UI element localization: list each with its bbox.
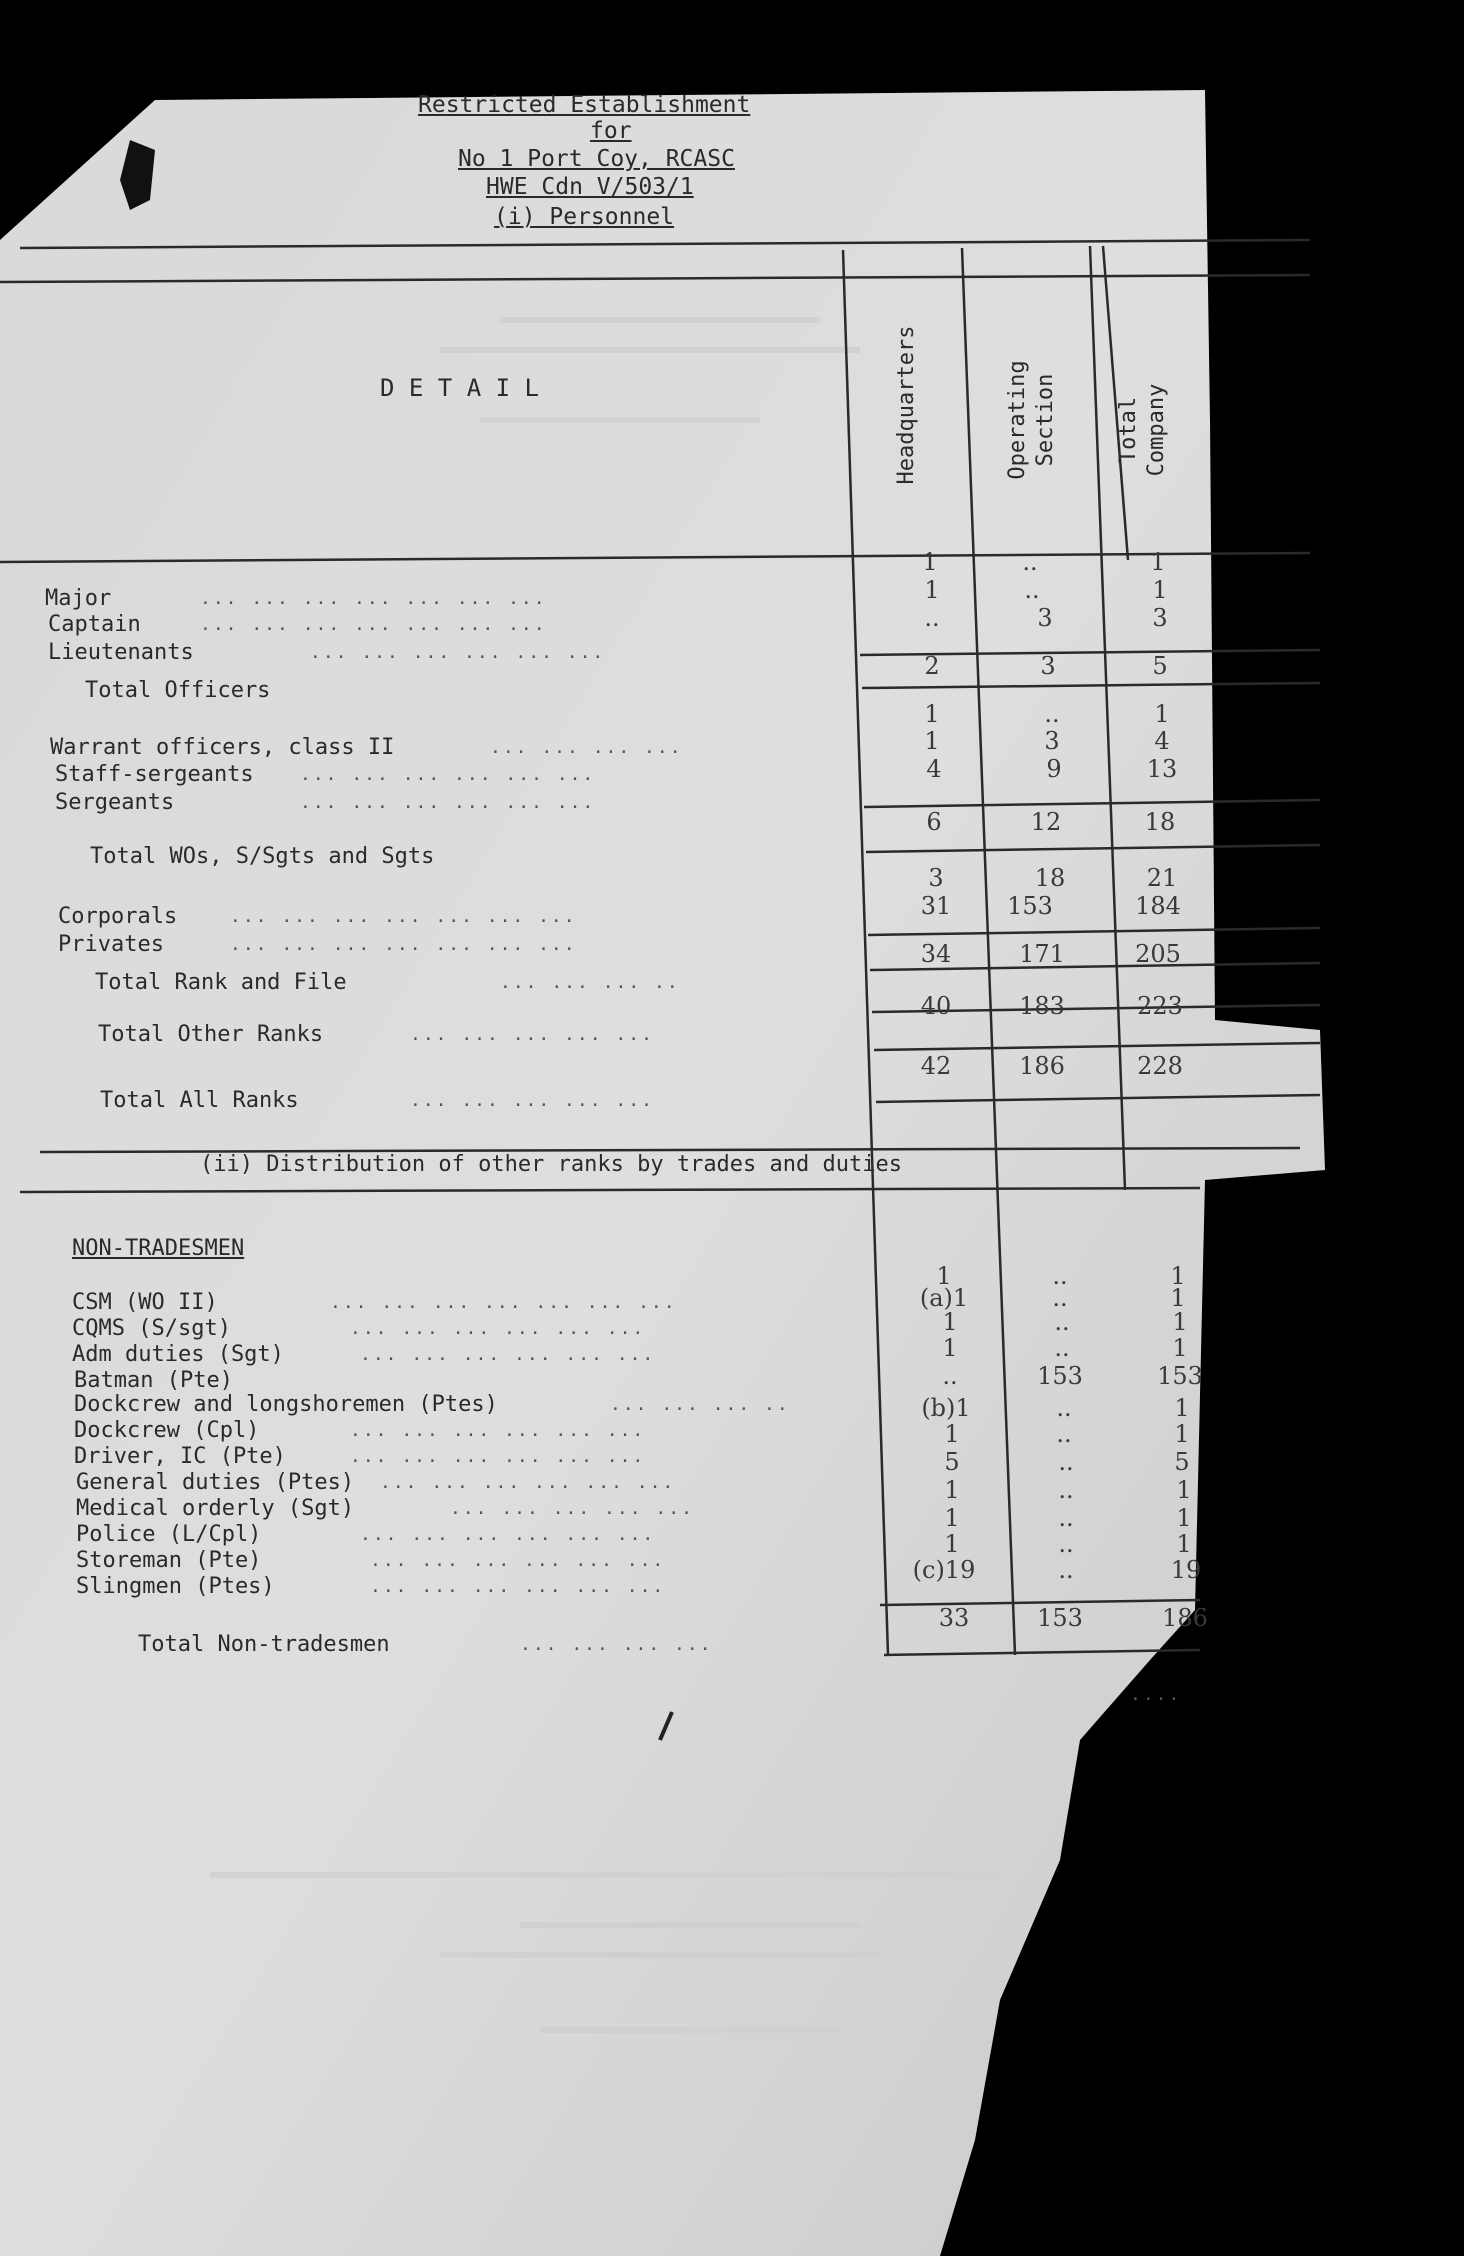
- part1-row-label: Total WOs, S/Sgts and Sgts: [90, 844, 435, 869]
- part2-row-label: Batman (Pte): [74, 1368, 233, 1393]
- column-total-company-header: Total Company: [1116, 383, 1169, 477]
- part2-row-label: Driver, IC (Pte): [74, 1444, 286, 1469]
- part2-hq-value: 1: [942, 1334, 958, 1362]
- leader-dots: ... ... ... ... ...: [450, 1498, 694, 1519]
- part1-row-label: Major: [45, 586, 112, 611]
- part1-row-label: Sergeants: [55, 790, 175, 815]
- part1-ops-value: 3: [1044, 727, 1060, 755]
- part1-ops-value: 18: [1034, 864, 1066, 892]
- part2-hq-value: 1: [936, 1262, 952, 1290]
- part1-total-value: 205: [1135, 940, 1181, 968]
- part1-hq-value: 3: [928, 864, 944, 892]
- part1-ops-value: ..: [1022, 548, 1038, 576]
- part1-hq-value: 1: [924, 700, 940, 728]
- leader-dots: ... ... ... ... ... ... ...: [230, 934, 577, 955]
- leader-dots: ... ... ... ... ... ...: [300, 764, 596, 785]
- doc-title: Restricted Establishment: [418, 92, 751, 118]
- part2-row-label: Dockcrew and longshoremen (Ptes): [74, 1392, 498, 1417]
- part2-ops-value: ..: [1058, 1476, 1074, 1504]
- part2-total-value: 1: [1176, 1530, 1192, 1558]
- part2-ops-value: ..: [1052, 1284, 1068, 1312]
- part2-row-label: CSM (WO II): [72, 1290, 218, 1315]
- part1-ops-value: 9: [1046, 755, 1062, 783]
- part2-ops-value: ..: [1058, 1504, 1074, 1532]
- part1-hq-value: 31: [920, 892, 952, 920]
- part1-ops-value: 3: [1040, 652, 1056, 680]
- part2-ops-value: ..: [1054, 1308, 1070, 1336]
- part2-total-value: 1: [1176, 1476, 1192, 1504]
- part1-ops-value: 12: [1030, 808, 1062, 836]
- part2-hq-value: 1: [944, 1504, 960, 1532]
- part1-hq-value: 2: [924, 652, 940, 680]
- leader-dots: ... ... ... ... ... ...: [300, 792, 596, 813]
- leader-dots: ... ... ... ... ...: [410, 1090, 654, 1111]
- part2-title: (ii) Distribution of other ranks by trades and duties: [200, 1152, 902, 1177]
- part2-hq-value: (a)1: [919, 1284, 969, 1312]
- part1-ops-value: 186: [1019, 1052, 1065, 1080]
- part1-hq-value: 4: [926, 755, 942, 783]
- column-detail-header: D E T A I L: [380, 374, 539, 402]
- part2-total-value: 1: [1170, 1284, 1186, 1312]
- part1-ops-value: 3: [1037, 604, 1053, 632]
- part2-hq-value: 1: [944, 1476, 960, 1504]
- leader-dots: ... ... ... ..: [500, 972, 680, 993]
- part1-total-value: 223: [1137, 992, 1183, 1020]
- part2-row-label: General duties (Ptes): [76, 1470, 355, 1495]
- part1-hq-value: 1: [924, 576, 940, 604]
- part1-hq-value: 6: [926, 808, 942, 836]
- part2-total-value: 1: [1174, 1394, 1190, 1422]
- part1-row-label: Lieutenants: [48, 640, 194, 665]
- part1-total-value: 1: [1150, 548, 1166, 576]
- part1-ops-value: 183: [1019, 992, 1065, 1020]
- part2-row-label: CQMS (S/sgt): [72, 1316, 231, 1341]
- leader-dots: ... ... ... ...: [490, 737, 683, 758]
- part2-row-label: Adm duties (Sgt): [72, 1342, 284, 1367]
- part2-row-label: Medical orderly (Sgt): [76, 1496, 355, 1521]
- part2-ops-value: ..: [1052, 1262, 1068, 1290]
- leader-dots: ... ... ... ... ... ...: [350, 1318, 646, 1339]
- part2-row-label: Storeman (Pte): [76, 1548, 262, 1573]
- establishment-number: HWE Cdn V/503/1: [486, 174, 694, 200]
- part2-row-label: Dockcrew (Cpl): [74, 1418, 260, 1443]
- part1-total-value: 5: [1152, 652, 1168, 680]
- part1-total-value: 21: [1146, 864, 1178, 892]
- leader-dots: ... ... ... ... ... ...: [370, 1550, 666, 1571]
- leader-dots: ... ... ... ..: [610, 1394, 790, 1415]
- part1-hq-value: ..: [924, 604, 940, 632]
- part2-row-label: Total Non-tradesmen: [138, 1632, 390, 1657]
- part1-row-label: Warrant officers, class II: [50, 735, 395, 760]
- part2-hq-value: 33: [938, 1604, 970, 1632]
- part2-total-value: 153: [1157, 1362, 1203, 1390]
- part2-hq-value: 1: [944, 1530, 960, 1558]
- part2-total-value: 1: [1172, 1308, 1188, 1336]
- part1-total-value: 228: [1137, 1052, 1183, 1080]
- leader-dots: ... ... ... ... ... ...: [360, 1524, 656, 1545]
- section-personnel: (i) Personnel: [494, 204, 675, 230]
- part2-ops-value: 153: [1037, 1362, 1083, 1390]
- part1-row-label: Staff-sergeants: [55, 762, 254, 787]
- part2-hq-value: 1: [942, 1308, 958, 1336]
- leader-dots: ... ... ... ... ... ...: [360, 1344, 656, 1365]
- leader-dots: ... ... ... ... ...: [410, 1024, 654, 1045]
- part1-hq-value: 40: [920, 992, 952, 1020]
- column-headquarters-header: Headquarters: [894, 325, 919, 485]
- part2-hq-value: (b)1: [921, 1394, 971, 1422]
- part2-row-label: Police (L/Cpl): [76, 1522, 262, 1547]
- part1-total-value: 3: [1152, 604, 1168, 632]
- part1-total-value: 1: [1154, 700, 1170, 728]
- part1-row-label: Total Rank and File: [95, 970, 347, 995]
- part2-total-value: 186: [1162, 1604, 1208, 1632]
- leader-dots: ... ... ... ... ... ...: [370, 1576, 666, 1597]
- part1-total-value: 13: [1146, 755, 1178, 783]
- part2-ops-value: ..: [1058, 1448, 1074, 1476]
- leader-dots: ... ... ... ... ... ...: [350, 1420, 646, 1441]
- part2-row-label: Slingmen (Ptes): [76, 1574, 275, 1599]
- part2-hq-value: ..: [942, 1362, 958, 1390]
- part2-ops-value: ..: [1058, 1530, 1074, 1558]
- part2-total-value: 1: [1174, 1420, 1190, 1448]
- part1-ops-value: 171: [1019, 940, 1065, 968]
- column-operating-section-header: Operating Section: [1005, 360, 1058, 480]
- part1-total-value: 184: [1135, 892, 1181, 920]
- part2-ops-value: 153: [1037, 1604, 1083, 1632]
- non-tradesmen-heading: NON-TRADESMEN: [72, 1236, 245, 1261]
- part1-hq-value: 1: [922, 548, 938, 576]
- part1-hq-value: 42: [920, 1052, 952, 1080]
- doc-title-for: for: [590, 118, 632, 144]
- leader-dots: ... ... ... ... ... ... ...: [200, 614, 547, 635]
- part1-row-label: Corporals: [58, 904, 178, 929]
- part2-total-value: 5: [1174, 1448, 1190, 1476]
- leader-dots: ... ... ... ... ... ...: [350, 1446, 646, 1467]
- part1-ops-value: ..: [1044, 700, 1060, 728]
- part1-total-value: 4: [1154, 727, 1170, 755]
- part1-row-label: Total Officers: [85, 678, 271, 703]
- part1-row-label: Total Other Ranks: [98, 1022, 324, 1047]
- part1-total-value: 1: [1152, 576, 1168, 604]
- leader-dots: ... ... ... ... ... ...: [310, 642, 606, 663]
- leader-dots: ... ... ... ... ... ... ...: [330, 1292, 677, 1313]
- leader-dots: ... ... ... ... ... ... ...: [200, 588, 547, 609]
- leader-dots: ... ... ... ...: [520, 1634, 713, 1655]
- part2-ops-value: ..: [1054, 1334, 1070, 1362]
- part2-hq-value: (c)19: [912, 1556, 976, 1584]
- footer-dots: ....: [1130, 1684, 1182, 1705]
- part2-hq-value: 5: [944, 1448, 960, 1476]
- part2-total-value: 19: [1170, 1556, 1202, 1584]
- part1-hq-value: 1: [924, 727, 940, 755]
- part1-row-label: Total All Ranks: [100, 1088, 299, 1113]
- part1-hq-value: 34: [920, 940, 952, 968]
- part2-hq-value: 1: [944, 1420, 960, 1448]
- leader-dots: ... ... ... ... ... ... ...: [230, 906, 577, 927]
- part2-total-value: 1: [1172, 1334, 1188, 1362]
- part1-row-label: Privates: [58, 932, 164, 957]
- part2-total-value: 1: [1176, 1504, 1192, 1532]
- part1-row-label: Captain: [48, 612, 141, 637]
- part2-ops-value: ..: [1056, 1394, 1072, 1422]
- unit-name: No 1 Port Coy, RCASC: [458, 146, 735, 172]
- part2-ops-value: ..: [1056, 1420, 1072, 1448]
- part1-total-value: 18: [1144, 808, 1176, 836]
- part2-total-value: 1: [1170, 1262, 1186, 1290]
- part1-ops-value: ..: [1024, 576, 1040, 604]
- leader-dots: ... ... ... ... ... ...: [380, 1472, 676, 1493]
- part1-ops-value: 153: [1007, 892, 1053, 920]
- part2-ops-value: ..: [1058, 1556, 1074, 1584]
